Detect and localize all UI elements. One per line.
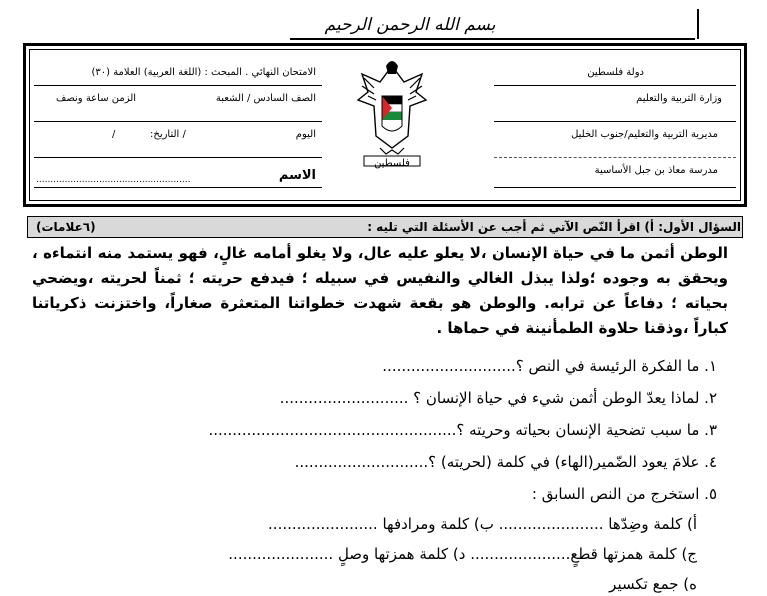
student-name-label: الاسم bbox=[278, 168, 316, 183]
row-divider bbox=[34, 187, 322, 188]
directorate-name: مديرية التربية والتعليم/جنوب الخليل bbox=[571, 129, 718, 140]
question-item-5c-5d[interactable]: ج) كلمة همزتها قطعٍ..................... د) كلمة همزتها وصلٍ ...................... bbox=[228, 545, 697, 563]
row-divider bbox=[494, 187, 736, 188]
basmala: بسم الله الرحمن الرحيم bbox=[324, 15, 496, 35]
exam-date-slash: / bbox=[112, 129, 116, 140]
row-divider bbox=[494, 85, 736, 86]
student-name-field[interactable]: ...................................................... bbox=[36, 175, 191, 185]
exam-day-label: اليوم bbox=[295, 129, 316, 140]
row-divider bbox=[34, 121, 322, 122]
question-item-5e[interactable]: ه) جمع تكسير bbox=[609, 575, 697, 593]
question-item-2[interactable]: ٢. لماذا يعدّ الوطن أثمن شيء في حياة الإنسان ؟ ........................... bbox=[279, 389, 717, 407]
grade-section: الصف السادس / الشعبة bbox=[215, 93, 316, 104]
question-1-marks: (٦علامات) bbox=[36, 220, 96, 234]
row-divider bbox=[494, 121, 736, 122]
reading-passage: الوطن أثمن ما في حياة الإنسان ،لا يعلو عليه عال، ولا يغلو أمامه غالٍ، فهو يستمد منه انتماءه ، ويحقق به وجوده ؛ولذا يبذل الغالي والنفيس في سبيله ؛ فيدفع حريته ؛ ثمناً لحريته ،ويضحي بحياته ؛ دفاعاً عن ترابه. والوطن هو بقعة شهدت خطواتنا المتعثرة صغاراً، واختزنت ذكرياتنا كباراً ،وذقنا حلاوة الطمأنينة في حماها . bbox=[32, 244, 728, 337]
header-top-rule bbox=[290, 38, 695, 40]
exam-date-label: / التاريخ: bbox=[150, 129, 186, 140]
emblem-caption: فلسطين bbox=[374, 158, 410, 169]
question-item-5: ٥. استخرج من النص السابق : bbox=[531, 485, 717, 503]
question-1-title: السؤال الأول: أ) اقرأ النّص الآتي ثم أجب عن الأسئلة التي تليه : bbox=[367, 220, 741, 234]
question-item-1[interactable]: ١. ما الفكرة الرئيسة في النص ؟............................ bbox=[382, 357, 717, 375]
row-divider bbox=[34, 85, 322, 86]
question-item-4[interactable]: ٤. علامَ يعود الضّمير(الهاء) في كلمة (لحريته) ؟............................ bbox=[294, 453, 717, 471]
exam-subject: الامتحان النهائي . المبحث : (اللغة العربية) العلامة (٣٠) bbox=[91, 67, 316, 78]
row-divider bbox=[494, 157, 736, 158]
row-divider bbox=[34, 157, 322, 158]
state-name: دولة فلسطين bbox=[587, 67, 644, 78]
question-item-3[interactable]: ٣. ما سبب تضحية الإنسان بحياته وحريته ؟.................................................... bbox=[208, 421, 717, 439]
ministry-name: وزارة التربية والتعليم bbox=[636, 93, 722, 104]
school-name: مدرسة معاذ بن جبل الأساسية bbox=[594, 165, 718, 176]
exam-duration: الزمن ساعة ونصف bbox=[56, 93, 137, 104]
question-item-5a-5b[interactable]: أ) كلمة وضِدّها ...................... ب) كلمة ومرادفها ....................... bbox=[268, 515, 697, 533]
header-corner-mark bbox=[697, 9, 699, 39]
